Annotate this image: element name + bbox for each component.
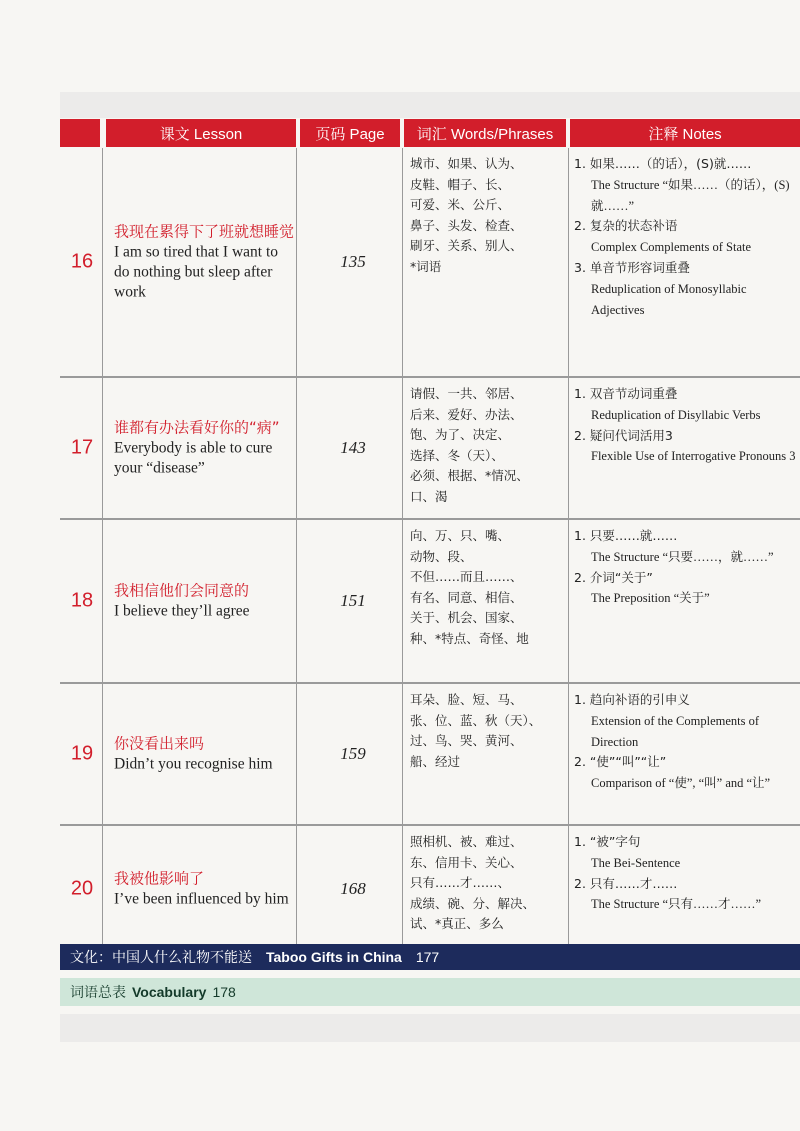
word-line: 过、鸟、哭、黄河、 [410, 733, 523, 748]
top-band [60, 92, 800, 118]
column-divider [296, 378, 297, 518]
note-english: Complex Complements of State [591, 240, 752, 255]
word-line: *词语 [410, 258, 442, 274]
word-line: 鼻子、头发、检查、 [410, 217, 523, 233]
word-line: 城市、如果、认为、 [410, 156, 523, 171]
vocab-title-en: Vocabulary [132, 984, 207, 1000]
word-line: 试、*真正、多么 [410, 916, 504, 931]
column-divider [568, 520, 569, 682]
word-line: 照相机、被、难过、 [410, 834, 523, 849]
lesson-notes [574, 832, 796, 915]
lesson-words [410, 690, 560, 772]
lesson-title [114, 222, 294, 303]
lesson-title-cn: 我相信他们会同意的 [114, 581, 250, 600]
word-line: 有名、同意、相信、 [410, 589, 523, 605]
note-title: 1. 如果……（的话），(S)就…… [574, 156, 752, 171]
lesson-page: 159 [340, 744, 366, 763]
word-line: 耳朵、脸、短、马、 [410, 692, 523, 707]
lesson-row [60, 520, 800, 684]
lesson-row [60, 684, 800, 826]
lesson-page: 143 [340, 438, 366, 457]
lesson-title-en: I’ve been influenced by him [114, 890, 289, 908]
lesson-page: 168 [340, 879, 366, 898]
word-line: 刷牙、关系、别人、 [410, 238, 523, 253]
lesson-number: 17 [70, 436, 94, 459]
note-title: 1. 只要……就…… [574, 528, 678, 543]
word-line: 种、*特点、奇怪、地 [410, 630, 529, 646]
column-divider [568, 826, 569, 952]
word-line: 向、万、只、嘴、 [410, 528, 511, 543]
note-english: The Structure “只有……才……” [591, 897, 762, 912]
header-words: 词汇 Words/Phrases [404, 119, 566, 147]
lesson-words [410, 154, 560, 277]
lesson-title [114, 418, 294, 479]
lesson-title-en: Didn’t you recognise him [114, 755, 273, 773]
note-title: 1. 趋向补语的引申义 [574, 692, 690, 707]
word-line: 只有……才……、 [410, 875, 511, 890]
word-line: 选择、冬（天）、 [410, 447, 504, 463]
word-line: 必须、根据、*情况、 [410, 468, 529, 483]
note-english: The Bei-Sentence [591, 855, 681, 870]
column-divider [568, 684, 569, 824]
column-divider [296, 520, 297, 682]
lesson-words [410, 832, 560, 935]
note-english: Reduplication of Disyllabic Verbs [591, 407, 761, 422]
word-line: 动物、段、 [410, 548, 473, 564]
column-divider [296, 826, 297, 952]
lesson-notes [574, 690, 796, 794]
word-line: 东、信用卡、关心、 [410, 854, 523, 870]
word-line: 饱、为了、决定、 [410, 427, 511, 442]
lesson-number: 20 [70, 877, 94, 900]
word-line: 船、经过 [410, 753, 461, 769]
note-title: 2. 只有……才…… [574, 875, 678, 891]
lesson-title [114, 734, 294, 775]
note-english: Extension of the Complements of Direction [591, 713, 760, 749]
lesson-title [114, 581, 294, 622]
word-line: 皮鞋、帽子、长、 [410, 176, 511, 192]
word-line: 口、渴 [410, 488, 448, 504]
bottom-band [60, 1014, 800, 1042]
column-divider [296, 684, 297, 824]
column-divider [402, 684, 403, 824]
lesson-row [60, 148, 800, 378]
lesson-page: 135 [340, 252, 366, 271]
lesson-title-cn: 我现在累得下了班就想睡觉 [114, 222, 295, 241]
word-line: 后来、爱好、办法、 [410, 406, 523, 422]
word-line: 可爱、米、公斤、 [410, 197, 511, 212]
lesson-page: 151 [340, 591, 366, 610]
word-line: 成绩、碗、分、解决、 [410, 895, 536, 911]
lesson-row [60, 378, 800, 520]
note-english: The Structure “如果……（的话），(S) 就……” [591, 177, 790, 213]
culture-title-en: Taboo Gifts in China [266, 949, 402, 965]
header-notes: 注释 Notes [570, 119, 800, 147]
note-title: 1. 双音节动词重叠 [574, 386, 678, 401]
lesson-words [410, 526, 560, 649]
column-divider [568, 148, 569, 376]
word-line: 请假、一共、邻居、 [410, 386, 523, 401]
lesson-number: 18 [70, 589, 94, 612]
note-title: 2. 疑问代词活用3 [574, 427, 673, 443]
culture-bar [60, 944, 800, 970]
lesson-title-en: I am so tired that I want to do nothing but sleep after work [114, 243, 278, 301]
lesson-notes [574, 154, 796, 320]
lesson-number: 19 [70, 742, 94, 765]
lesson-title-en: I believe they’ll agree [114, 602, 250, 620]
culture-page: 177 [415, 949, 440, 965]
note-english: The Preposition “关于” [591, 591, 710, 606]
vocabulary-bar [60, 978, 800, 1006]
column-divider [568, 378, 569, 518]
lesson-title-cn: 我被他影响了 [114, 869, 205, 888]
note-title: 2. 介词“关于” [574, 569, 653, 585]
header-lesson: 课文 Lesson [106, 119, 296, 147]
lesson-notes [574, 526, 796, 609]
lesson-notes [574, 384, 796, 467]
word-line: 关于、机会、国家、 [410, 610, 523, 625]
note-english: Reduplication of Monosyllabic Adjectives [591, 281, 747, 317]
lesson-title-cn: 你没看出来吗 [114, 734, 205, 753]
vocab-title-cn: 词语总表 [70, 985, 126, 1001]
note-title: 2. “使”“叫”“让” [574, 754, 667, 770]
note-title: 3. 单音节形容词重叠 [574, 259, 690, 275]
note-english: Flexible Use of Interrogative Pronouns 3 [591, 449, 796, 464]
lesson-title-cn: 谁都有办法看好你的“病” [114, 418, 280, 437]
culture-title-cn: 文化：中国人什么礼物不能送 [70, 950, 252, 966]
header-num-cell [60, 119, 100, 147]
column-divider [402, 826, 403, 952]
lesson-title [114, 869, 294, 910]
lesson-title-en: Everybody is able to cure your “disease” [114, 439, 273, 477]
column-divider [402, 378, 403, 518]
lesson-number: 16 [70, 250, 94, 273]
word-line: 张、位、蓝、秋（天）、 [410, 712, 542, 728]
note-title: 1. “被”字句 [574, 834, 641, 849]
note-english: The Structure “只要……，就……” [591, 549, 774, 564]
lesson-row [60, 826, 800, 954]
table-header [60, 119, 800, 147]
column-divider [296, 148, 297, 376]
note-english: Comparison of “使”, “叫” and “让” [591, 776, 771, 791]
word-line: 不但……而且……、 [410, 569, 523, 584]
header-page: 页码 Page [300, 119, 400, 147]
column-divider [402, 520, 403, 682]
lesson-table [60, 148, 800, 954]
lesson-words [410, 384, 560, 507]
column-divider [402, 148, 403, 376]
vocab-page: 178 [212, 984, 236, 1000]
note-title: 2. 复杂的状态补语 [574, 218, 678, 234]
